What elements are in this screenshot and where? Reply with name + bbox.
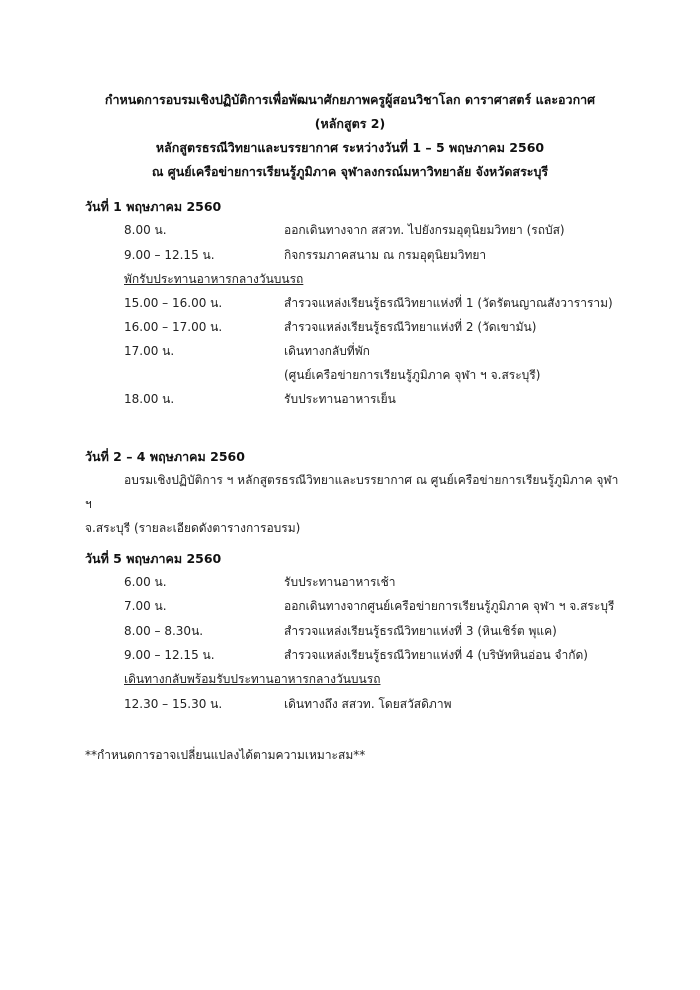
schedule-time: 9.00 – 12.15 น. <box>124 248 215 262</box>
day5-heading: วันที่ 5 พฤษภาคม 2560 <box>85 551 222 566</box>
schedule-activity: สำรวจแหล่งเรียนรู้ธรณีวิทยาแห่งที่ 2 (วัดเขามัน) <box>284 320 537 334</box>
schedule-row <box>0 646 700 670</box>
schedule-row <box>0 695 700 719</box>
schedule-activity: ออกเดินทางจากศูนย์เครือข่ายการเรียนรู้ภูมิภาค จุฬา ฯ จ.สระบุรี <box>284 599 615 613</box>
return-lunch-note: เดินทางกลับพร้อมรับประทานอาหารกลางวันบนรถ <box>124 672 381 686</box>
title-line-2: (หลักสูตร 2) <box>314 116 386 131</box>
schedule-row <box>0 318 700 342</box>
schedule-time: 8.00 – 8.30น. <box>124 624 204 638</box>
schedule-row <box>0 294 700 318</box>
schedule-row <box>0 342 700 366</box>
schedule-time: 7.00 น. <box>124 599 167 613</box>
schedule-activity: รับประทานอาหารเช้า <box>284 575 396 589</box>
schedule-activity: เดินทางถึง สสวท. โดยสวัสดิภาพ <box>284 697 452 711</box>
schedule-row <box>0 573 700 597</box>
schedule-activity: สำรวจแหล่งเรียนรู้ธรณีวิทยาแห่งที่ 1 (วัดรัตนญาณสังวาราราม) <box>284 296 613 310</box>
schedule-activity: ออกเดินทางจาก สสวท. ไปยังกรมอุตุนิยมวิทยา (รถบัส) <box>284 223 565 237</box>
schedule-time: 9.00 – 12.15 น. <box>124 648 215 662</box>
schedule-time: 16.00 – 17.00 น. <box>124 320 223 334</box>
document-title <box>60 88 640 184</box>
footnote: **กำหนดการอาจเปลี่ยนแปลงได้ตามความเหมาะสม** <box>85 748 366 762</box>
title-line-3: หลักสูตรธรณีวิทยาและบรรยากาศ ระหว่างวันที่ 1 – 5 พฤษภาคม 2560 <box>155 140 545 155</box>
schedule-row <box>0 221 700 245</box>
schedule-time: 18.00 น. <box>124 392 175 406</box>
day2-4-paragraph <box>85 468 625 540</box>
day2-4-heading: วันที่ 2 – 4 พฤษภาคม 2560 <box>85 449 245 464</box>
schedule-time: 15.00 – 16.00 น. <box>124 296 223 310</box>
paragraph-line-1: อบรมเชิงปฏิบัติการ ฯ หลักสูตรธรณีวิทยาและบรรยากาศ ณ ศูนย์เครือข่ายการเรียนรู้ภูมิภาค จุฬา ฯ <box>85 473 619 511</box>
schedule-row <box>0 390 700 414</box>
schedule-row <box>0 597 700 621</box>
schedule-activity: (ศูนย์เครือข่ายการเรียนรู้ภูมิภาค จุฬา ฯ จ.สระบุรี) <box>284 368 541 382</box>
paragraph-line-2: จ.สระบุรี (รายละเอียดดังตารางการอบรม) <box>85 521 301 535</box>
day1-heading: วันที่ 1 พฤษภาคม 2560 <box>85 199 222 214</box>
schedule-activity: สำรวจแหล่งเรียนรู้ธรณีวิทยาแห่งที่ 4 (บริษัทหินอ่อน จำกัด) <box>284 648 588 662</box>
title-line-4: ณ ศูนย์เครือข่ายการเรียนรู้ภูมิภาค จุฬาลงกรณ์มหาวิทยาลัย จังหวัดสระบุรี <box>151 164 549 179</box>
schedule-activity: สำรวจแหล่งเรียนรู้ธรณีวิทยาแห่งที่ 3 (หินเชิร์ต พุแค) <box>284 624 557 638</box>
schedule-time: 8.00 น. <box>124 223 167 237</box>
title-line-1: กำหนดการอบรมเชิงปฏิบัติการเพื่อพัฒนาศักยภาพครูผู้สอนวิชาโลก ดาราศาสตร์ และอวกาศ <box>104 92 596 107</box>
lunch-break-note: พักรับประทานอาหารกลางวันบนรถ <box>124 272 304 286</box>
schedule-row <box>0 366 700 390</box>
schedule-row <box>0 246 700 270</box>
schedule-row <box>0 622 700 646</box>
schedule-activity: กิจกรรมภาคสนาม ณ กรมอุตุนิยมวิทยา <box>284 248 487 262</box>
schedule-time: 12.30 – 15.30 น. <box>124 697 223 711</box>
schedule-activity: เดินทางกลับที่พัก <box>284 344 370 358</box>
schedule-time: 6.00 น. <box>124 575 167 589</box>
schedule-time: 17.00 น. <box>124 344 175 358</box>
schedule-activity: รับประทานอาหารเย็น <box>284 392 396 406</box>
